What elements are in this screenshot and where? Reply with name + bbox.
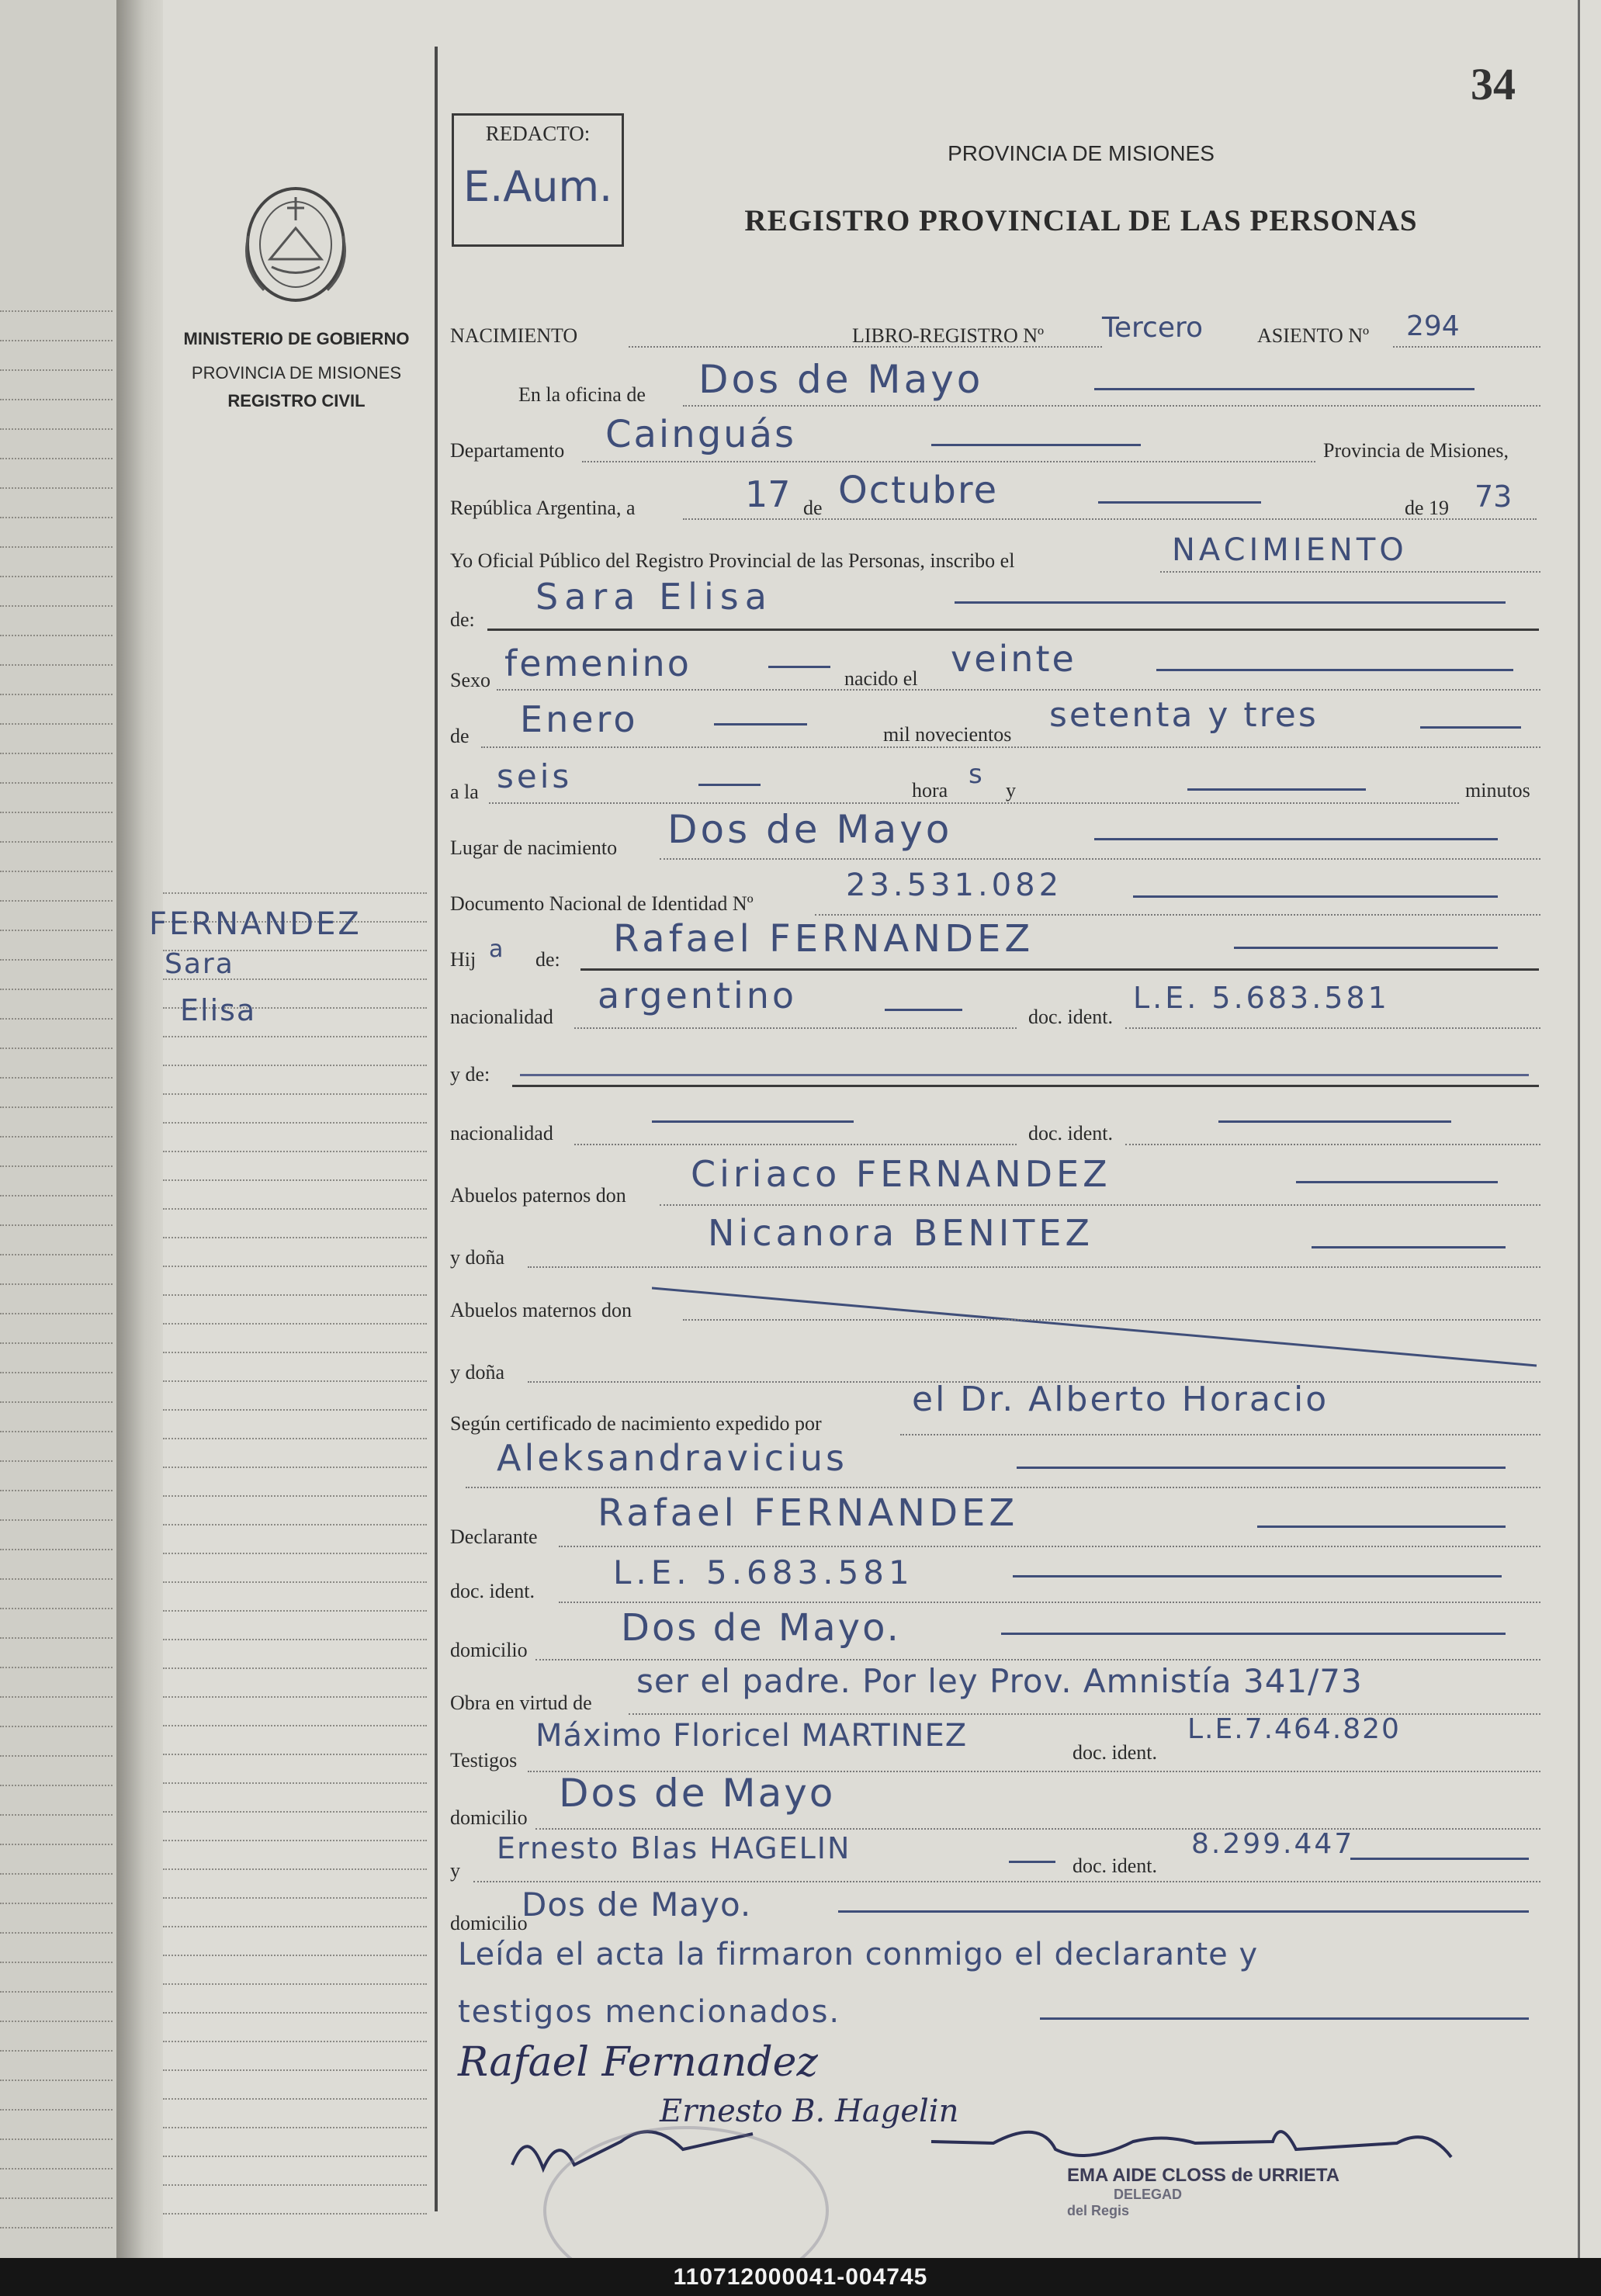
value-abuela-paterna: Nicanora BENITEZ [708, 1212, 1093, 1254]
fill-dash [955, 601, 1506, 604]
label-asiento: ASIENTO Nº [1257, 324, 1370, 347]
ruled-line [0, 1313, 113, 1314]
value-declarante: Rafael FERNANDEZ [598, 1491, 1019, 1535]
label-yo-oficial: Yo Oficial Público del Registro Provincial de las Personas, inscribo el [450, 549, 1015, 572]
label-abuelos-paternos: Abuelos paternos don [450, 1184, 626, 1207]
label-nacionalidad: nacionalidad [450, 1006, 553, 1028]
ruled-line [0, 1873, 113, 1875]
fill-dash [1094, 838, 1498, 840]
value-hijo-suffix: a [489, 936, 504, 963]
value-obra: ser el padre. Por ley Prov. Amnistía 341/73 [636, 1662, 1363, 1700]
ruled-line [0, 1165, 113, 1167]
fill-dash [1296, 1181, 1498, 1183]
label-y-de: y de: [450, 1063, 490, 1086]
value-libro: Tercero [1102, 312, 1204, 344]
margin-rule [435, 47, 438, 2211]
value-certificado-por: el Dr. Alberto Horacio [912, 1380, 1329, 1419]
label-de: de [803, 497, 823, 519]
fill-dash [885, 1009, 962, 1011]
ruled-line [0, 2227, 113, 2228]
ruled-line [0, 1637, 113, 1639]
ruled-line [0, 1106, 113, 1108]
label-nacionalidad-2: nacionalidad [450, 1122, 553, 1145]
value-cierre-1: Leída el acta la firmaron conmigo el declarante y [458, 1937, 1259, 1972]
ministry-line-2: PROVINCIA DE MISIONES [191, 363, 402, 383]
ruled-line [163, 1725, 427, 1726]
ruled-line [0, 694, 113, 695]
ruled-line [163, 1380, 427, 1382]
fill-dash [1420, 726, 1521, 729]
value-oficina: Dos de Mayo [698, 357, 984, 402]
ruled-line [0, 1254, 113, 1255]
label-nacimiento: NACIMIENTO [450, 324, 578, 347]
margin-name-2: Elisa [180, 993, 257, 1027]
ruled-line [0, 1018, 113, 1020]
value-sexo: femenino [504, 642, 691, 684]
ruled-line [163, 2098, 427, 2100]
ruled-line [163, 1524, 427, 1525]
value-testigo-2: Ernesto Blas HAGELIN [497, 1831, 851, 1865]
ruled-line [0, 841, 113, 843]
ruled-line [0, 930, 113, 931]
ruled-line [163, 892, 427, 894]
registry-title: REGISTRO PROVINCIAL DE LAS PERSONAS [744, 204, 1418, 237]
ruled-line [0, 1844, 113, 1845]
ruled-line [163, 1610, 427, 1612]
label-departamento: Departamento [450, 439, 565, 462]
ruled-line [0, 1431, 113, 1432]
fill-dash [1013, 1575, 1502, 1577]
fill-dash [1187, 788, 1366, 791]
ruled-line [0, 1372, 113, 1373]
ruled-line [0, 1490, 113, 1491]
dotted-line [683, 405, 1540, 407]
value-padre-doc: L.E. 5.683.581 [1133, 981, 1390, 1015]
ruled-line [163, 1667, 427, 1669]
dotted-line [900, 1434, 1540, 1435]
ruled-line [0, 340, 113, 341]
fill-dash [714, 723, 807, 726]
fill-dash [1234, 947, 1498, 949]
witness-signature: Ernesto B. Hagelin [660, 2093, 959, 2129]
dotted-line [535, 1828, 1540, 1830]
label-republica: República Argentina, a [450, 497, 636, 519]
ruled-line [0, 1195, 113, 1196]
dotted-line [535, 1659, 1540, 1661]
ruled-line [163, 1237, 427, 1238]
redacto-box [452, 113, 624, 247]
dotted-line [473, 1881, 1540, 1882]
label-nacido-el: nacido el [844, 667, 918, 690]
label-doc-ident-2: doc. ident. [1028, 1122, 1114, 1145]
officer-stamp-line-1: EMA AIDE CLOSS de URRIETA [1067, 2165, 1340, 2186]
label-libro: LIBRO-REGISTRO Nº [852, 324, 1045, 347]
value-testigo-2-doc: 8.299.447 [1191, 1828, 1355, 1860]
label-y: y [1006, 779, 1016, 802]
book-gutter [116, 0, 163, 2258]
fill-dash [838, 1910, 1529, 1913]
ruled-line [0, 635, 113, 636]
redacto-initials: E.Aum. [463, 162, 613, 211]
ruled-line [0, 1932, 113, 1934]
dotted-line [1160, 571, 1540, 573]
label-de-19: de 19 [1405, 497, 1450, 519]
value-nacido-dia: veinte [951, 638, 1076, 680]
ruled-line [163, 1294, 427, 1296]
dotted-line [481, 746, 1540, 748]
fill-dash [931, 444, 1141, 446]
label-hijo: Hij [450, 948, 476, 971]
ruled-line [0, 1903, 113, 1904]
label-testigos: Testigos [450, 1749, 518, 1771]
ruled-line [0, 782, 113, 784]
ruled-line [0, 2109, 113, 2111]
ruled-line [0, 1136, 113, 1138]
ruled-line [0, 1667, 113, 1668]
ruled-line [0, 369, 113, 371]
solid-rule [512, 1085, 1539, 1087]
value-dni: 23.531.082 [846, 867, 1063, 903]
ruled-line [163, 1352, 427, 1353]
value-tipo-acta: NACIMIENTO [1172, 532, 1408, 568]
ruled-line [163, 1438, 427, 1439]
value-declarante-doc: L.E. 5.683.581 [613, 1553, 914, 1591]
ministry-line-1: MINISTERIO DE GOBIERNO [183, 329, 410, 348]
ruled-line [163, 1926, 427, 1927]
value-cierre-2: testigos mencionados. [458, 1994, 841, 2030]
ruled-line [0, 428, 113, 430]
ruled-line [163, 1811, 427, 1813]
dotted-line [1125, 1144, 1540, 1145]
value-nombre: Sara Elisa [535, 576, 773, 618]
label-dni: Documento Nacional de Identidad Nº [450, 892, 754, 915]
value-certificado-por-2: Aleksandravicius [497, 1437, 847, 1479]
ministry-line-3: REGISTRO CIVIL [227, 391, 366, 410]
ruled-line [0, 1578, 113, 1580]
document-id-footer: 110712000041-004745 [0, 2258, 1601, 2296]
ruled-line [0, 1401, 113, 1403]
ruled-line [163, 1983, 427, 1985]
ruled-line [0, 517, 113, 518]
ruled-line [0, 605, 113, 607]
fill-dash [1017, 1467, 1506, 1469]
label-abuelos-maternos: Abuelos maternos don [450, 1299, 632, 1321]
ruled-line [0, 546, 113, 548]
value-hora-suffix: s [969, 759, 982, 790]
ruled-line [163, 1782, 427, 1784]
value-declarante-domicilio: Dos de Mayo. [621, 1606, 901, 1650]
ruled-line [0, 753, 113, 754]
value-departamento: Cainguás [605, 413, 796, 456]
ruled-line [0, 900, 113, 902]
fill-dash [698, 784, 761, 786]
ruled-line [163, 2041, 427, 2042]
label-oficina: En la oficina de [518, 383, 646, 406]
solid-rule [580, 968, 1539, 971]
ruled-line [0, 2138, 113, 2140]
ruled-line [163, 1955, 427, 1956]
dotted-line [489, 802, 1459, 804]
label-a-la: a la [450, 781, 479, 803]
ruled-line [163, 1495, 427, 1497]
value-padre: Rafael FERNANDEZ [613, 917, 1034, 961]
ruled-line [0, 1224, 113, 1226]
ruled-line [163, 1179, 427, 1181]
fill-dash [652, 1120, 854, 1123]
label-domicilio: domicilio [450, 1639, 528, 1661]
ruled-line [163, 1266, 427, 1267]
value-testigo-1-domicilio: Dos de Mayo [559, 1771, 836, 1816]
left-page [0, 0, 119, 2258]
page-edge [1578, 0, 1580, 2258]
ruled-line [163, 1868, 427, 1870]
ruled-line [0, 1755, 113, 1757]
dotted-line [629, 346, 1102, 348]
value-anio: 73 [1475, 480, 1513, 514]
ruled-line [163, 1897, 427, 1899]
ruled-line [0, 2080, 113, 2081]
ruled-line [163, 1093, 427, 1095]
label-hijo-de: de: [535, 948, 560, 971]
ruled-line [0, 1077, 113, 1079]
dotted-line [660, 1204, 1540, 1206]
ruled-line [163, 2184, 427, 2186]
label-declarante: Declarante [450, 1525, 538, 1548]
ruled-line [0, 576, 113, 577]
label-domicilio-2: domicilio [450, 1806, 528, 1829]
ruled-line [163, 1467, 427, 1468]
ruled-line [0, 959, 113, 961]
ruled-line [163, 1553, 427, 1554]
value-lugar: Dos de Mayo [667, 807, 953, 852]
value-nacido-anio: setenta y tres [1049, 695, 1319, 735]
label-doc-ident-4: doc. ident. [1073, 1741, 1158, 1764]
ruled-line [163, 1323, 427, 1325]
ruled-line [0, 1696, 113, 1698]
ruled-line [0, 1962, 113, 1963]
dotted-line [815, 914, 1540, 916]
value-asiento: 294 [1406, 310, 1460, 342]
dotted-line [683, 1319, 1540, 1321]
officer-stamp-line-2: DELEGAD [1114, 2187, 1183, 2202]
label-y-dona: y doña [450, 1246, 505, 1269]
fill-dash [1001, 1633, 1506, 1635]
ruled-line [0, 310, 113, 312]
officer-stamp-line-3: del Regis [1067, 2203, 1130, 2218]
fill-dash [1156, 669, 1513, 671]
ruled-line [0, 989, 113, 990]
label-de-2: de [450, 725, 470, 747]
label-y-dona-2: y doña [450, 1361, 505, 1383]
ruled-line [163, 2012, 427, 2014]
fill-dash [1350, 1858, 1529, 1860]
ruled-line [163, 1036, 427, 1037]
officer-stamp [1067, 2165, 1339, 2219]
fill-dash [1257, 1525, 1506, 1528]
label-obra: Obra en virtud de [450, 1692, 592, 1714]
solid-rule [487, 629, 1539, 631]
cancel-stroke [520, 1074, 1529, 1076]
label-provincia: Provincia de Misiones, [1323, 439, 1509, 462]
ruled-line [163, 1151, 427, 1152]
ruled-line [163, 2127, 427, 2128]
fill-dash [1218, 1120, 1451, 1123]
label-doc-ident-3: doc. ident. [450, 1580, 535, 1602]
ruled-line [163, 1696, 427, 1698]
ruled-line [0, 812, 113, 813]
ruled-line [0, 664, 113, 666]
value-abuelo-paterno: Ciriaco FERNANDEZ [691, 1153, 1111, 1195]
dotted-line [582, 461, 1315, 462]
label-sexo: Sexo [450, 669, 490, 691]
ruled-line [0, 1460, 113, 1462]
fill-dash [1098, 501, 1261, 504]
page-number: 34 [1471, 59, 1516, 109]
ruled-line [0, 458, 113, 459]
dotted-line [660, 858, 1540, 860]
ruled-line [0, 1519, 113, 1521]
declarant-signature: Rafael Fernandez [458, 2039, 818, 2086]
label-segun: Según certificado de nacimiento expedido por [450, 1412, 822, 1435]
ruled-line [163, 2156, 427, 2157]
ruled-line [163, 1208, 427, 1210]
ruled-line [163, 2213, 427, 2215]
fill-dash [1133, 895, 1498, 898]
dotted-line [528, 1266, 1540, 1268]
ruled-line [0, 1608, 113, 1609]
ruled-line [0, 487, 113, 489]
province-seal-icon [233, 182, 359, 307]
province-heading: PROVINCIA DE MISIONES [948, 141, 1215, 165]
ruled-line [0, 723, 113, 725]
dotted-line [683, 518, 1537, 520]
value-testigo-1: Máximo Floricel MARTINEZ [535, 1718, 968, 1754]
ruled-line [163, 1065, 427, 1066]
label-minutos: minutos [1465, 779, 1530, 802]
ruled-line [0, 1814, 113, 1816]
label-doc-ident: doc. ident. [1028, 1006, 1114, 1028]
cancel-stroke [652, 1280, 1544, 1373]
ruled-line [163, 1409, 427, 1411]
fill-dash [1094, 388, 1475, 390]
label-mil-novecientos: mil novecientos [883, 723, 1012, 746]
label-domicilio-3: domicilio [450, 1912, 528, 1934]
value-testigo-1-doc: L.E.7.464.820 [1187, 1713, 1401, 1745]
value-padre-nacionalidad: argentino [598, 975, 798, 1016]
dotted-line [466, 1487, 1540, 1488]
label-y-2: y [450, 1859, 460, 1882]
ruled-line [0, 871, 113, 872]
value-dia: 17 [745, 473, 791, 515]
value-mes: Octubre [838, 469, 999, 512]
value-hora: seis [497, 757, 573, 795]
dotted-line [574, 1027, 1017, 1029]
value-nacido-mes: Enero [520, 698, 639, 740]
fill-dash [1312, 1246, 1506, 1248]
ruled-line [0, 2050, 113, 2052]
dotted-line [1393, 346, 1540, 348]
ruled-line [0, 2021, 113, 2022]
redacto-label: REDACTO: [485, 122, 591, 145]
margin-name-1: Sara [165, 948, 234, 980]
ruled-line [0, 1048, 113, 1049]
dotted-line [559, 1546, 1540, 1547]
value-testigo-2-domicilio: Dos de Mayo. [522, 1886, 752, 1924]
ruled-line [0, 1549, 113, 1550]
label-hora: hora [912, 779, 948, 802]
ruled-line [163, 1754, 427, 1755]
ruled-line [0, 1785, 113, 1786]
fill-dash [768, 666, 830, 668]
ruled-line [0, 1283, 113, 1285]
ruled-line [0, 1342, 113, 1344]
ruled-line [0, 2197, 113, 2199]
ruled-line [163, 1581, 427, 1583]
label-doc-ident-5: doc. ident. [1073, 1854, 1158, 1877]
ruled-line [163, 2069, 427, 2071]
dotted-line [574, 1144, 1017, 1145]
margin-surname: FERNANDEZ [149, 906, 362, 942]
ruled-line [0, 2168, 113, 2170]
ruled-line [163, 1840, 427, 1841]
dotted-line [559, 1602, 1540, 1603]
label-lugar: Lugar de nacimiento [450, 836, 618, 859]
dotted-line [629, 1713, 1540, 1715]
label-de-colon: de: [450, 608, 475, 631]
ruled-line [0, 1726, 113, 1727]
ruled-line [163, 1639, 427, 1640]
fill-dash [1009, 1861, 1055, 1863]
fill-dash [1040, 2017, 1529, 2020]
ruled-line [0, 1991, 113, 1993]
dotted-line [1125, 1027, 1540, 1029]
dotted-line [497, 689, 1540, 691]
ruled-line [163, 1122, 427, 1124]
ruled-line [0, 399, 113, 400]
